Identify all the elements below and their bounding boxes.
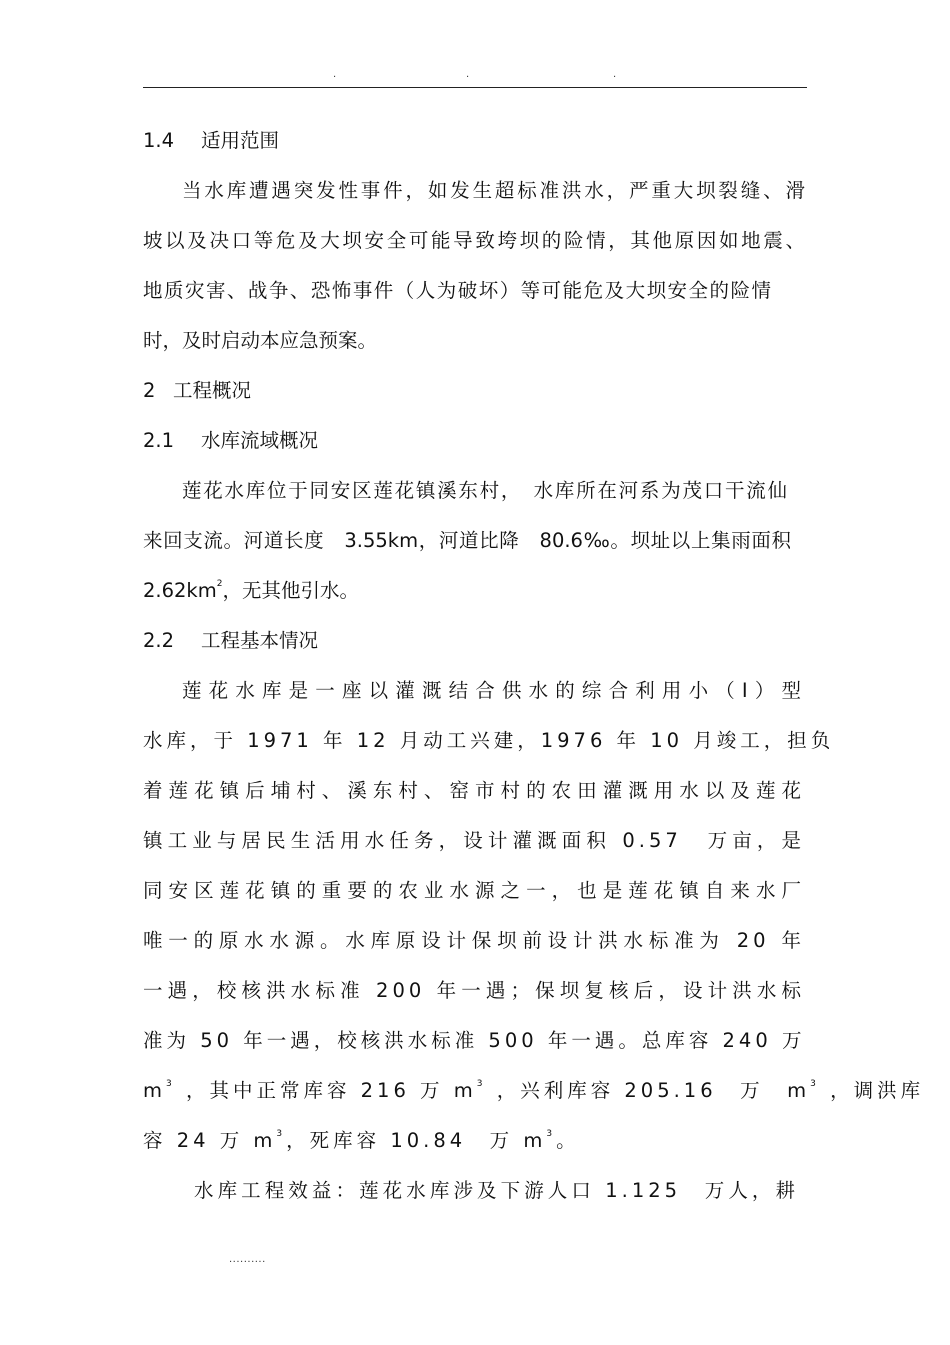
section-title: 水库流域概况 bbox=[201, 429, 319, 452]
header-dot: . bbox=[466, 69, 470, 80]
text-run: ，兴利库容 205.16 万 $m^3$ bbox=[496, 1079, 820, 1102]
paragraph-line: 当水库遭遇突发性事件，如发生超标准洪水，严重大坝裂缝、滑 bbox=[182, 179, 805, 202]
paragraph-line: 时，及时启动本应急预案。 bbox=[143, 329, 378, 352]
header-dots bbox=[0, 70, 950, 82]
paragraph-line: 一遇，校核洪水标准 200 年一遇；保坝复核后，设计洪水标 bbox=[143, 979, 805, 1002]
header-rule bbox=[143, 87, 807, 88]
paragraph-line bbox=[143, 576, 359, 606]
footer-dots: .......... bbox=[229, 1254, 266, 1265]
section-number: 2 bbox=[143, 379, 156, 402]
text-run: ，无其他引水。 bbox=[222, 579, 359, 602]
text-run: 2.62km bbox=[143, 579, 217, 602]
paragraph-line: 镇工业与居民生活用水任务，设计灌溉面积 0.57 万亩，是 bbox=[143, 829, 805, 852]
text-run: 容 24 万 m bbox=[143, 1129, 277, 1152]
paragraph-line bbox=[143, 1126, 580, 1156]
section-heading-1-4 bbox=[143, 126, 279, 156]
superscript: 3 bbox=[546, 1129, 557, 1139]
paragraph-line: 水库，于 1971 年 12 月动工兴建，1976 年 10 月竣工，担负 bbox=[143, 729, 835, 752]
text-run: 。 bbox=[556, 1129, 580, 1152]
section-title: 工程概况 bbox=[173, 379, 252, 402]
section-heading-2-2 bbox=[143, 626, 318, 656]
section-heading-2-1 bbox=[143, 426, 318, 456]
section-title: 工程基本情况 bbox=[201, 629, 319, 652]
superscript: 3 bbox=[166, 1079, 176, 1089]
header-dot: . bbox=[613, 69, 617, 80]
paragraph-line: 坡以及决口等危及大坝安全可能导致垮坝的险情，其他原因如地震、 bbox=[143, 229, 805, 252]
paragraph-line: 着莲花镇后埔村、溪东村、窑市村的农田灌溉用水以及莲花 bbox=[143, 779, 805, 802]
text-run: ，调洪库 bbox=[830, 1079, 925, 1102]
text-run: ，其中正常库容 216 万 $m^3$ bbox=[185, 1079, 487, 1102]
paragraph-line: 水库工程效益：莲花水库涉及下游人口 1.125 万人，耕 bbox=[194, 1179, 799, 1202]
paragraph-line: 唯一的原水水源。水库原设计保坝前设计洪水标准为 20 年 bbox=[143, 929, 805, 952]
text-run: $m^3$ bbox=[143, 1079, 176, 1102]
superscript: 2 bbox=[216, 579, 223, 589]
paragraph-line: 莲花水库是一座以灌溉结合供水的综合利用小（Ⅰ）型 bbox=[182, 679, 805, 702]
text-run: ，死库容 10.84 万 m bbox=[286, 1129, 547, 1152]
paragraph-line: 地质灾害、战争、恐怖事件（人为破坏）等可能危及大坝安全的险情 bbox=[143, 279, 771, 302]
superscript: 3 bbox=[476, 1079, 487, 1089]
superscript: 3 bbox=[810, 1079, 820, 1089]
header-dot: . bbox=[333, 69, 337, 80]
section-number: 2.2 bbox=[143, 629, 175, 652]
paragraph-line: 同安区莲花镇的重要的农业水源之一，也是莲花镇自来水厂 bbox=[143, 879, 805, 902]
paragraph-line: 莲花水库位于同安区莲花镇溪东村， 水库所在河系为茂口干流仙 bbox=[182, 479, 787, 502]
paragraph-line: 准为 50 年一遇，校核洪水标准 500 年一遇。总库容 240 万 bbox=[143, 1029, 806, 1052]
paragraph-line: 来回支流。河道长度 3.55km，河道比降 80.6‰。坝址以上集雨面积 bbox=[143, 529, 791, 552]
section-number: 2.1 bbox=[143, 429, 175, 452]
paragraph-line bbox=[143, 1076, 925, 1106]
superscript: 3 bbox=[276, 1129, 287, 1139]
section-title: 适用范围 bbox=[201, 129, 280, 152]
section-heading-2 bbox=[143, 376, 251, 406]
section-number: 1.4 bbox=[143, 129, 175, 152]
